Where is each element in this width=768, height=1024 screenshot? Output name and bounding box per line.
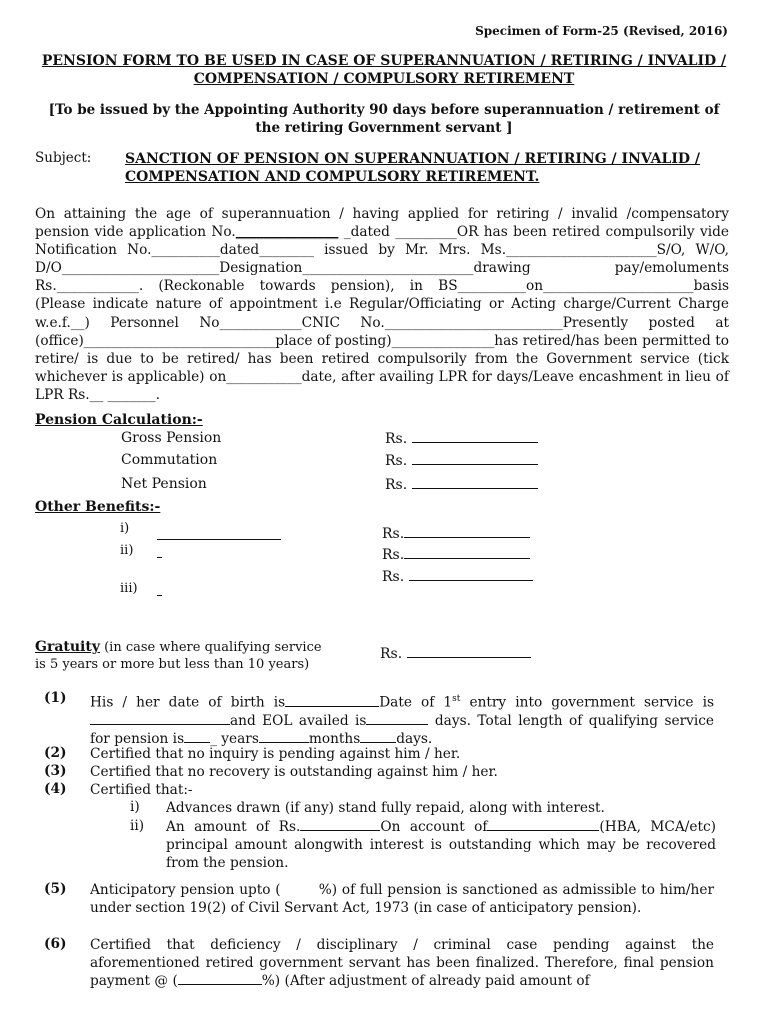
net-pension-field[interactable]: Rs. — [385, 476, 538, 493]
posting-blank[interactable]: _______________ — [391, 332, 495, 349]
item-1-num: (1) — [44, 690, 67, 706]
notification-no-blank[interactable]: __________ — [151, 242, 220, 259]
lpr-amount-blank[interactable]: __ _______ — [89, 386, 156, 403]
dob-blank[interactable] — [285, 694, 379, 707]
item-2-num: (2) — [44, 745, 67, 761]
gratuity-heading: Gratuity — [35, 639, 100, 655]
benefit-1-num: i) — [120, 521, 130, 536]
item-2-text: Certified that no inquiry is pending against him / her. — [90, 746, 461, 762]
office-blank[interactable]: ____________________________ — [83, 332, 276, 349]
gross-pension-field[interactable]: Rs. — [385, 430, 538, 447]
item-6-text: Certified that deficiency / disciplinary / criminal case pending against the aforementioned retired government servant has been finalized. Therefore, final pension payment @ ( %) (After adjustment of already paid amount of — [90, 937, 714, 990]
gross-pension-label: Gross Pension — [121, 430, 222, 446]
sub-4-i-num: i) — [130, 799, 140, 815]
specimen-label: Specimen of Form-25 (Revised, 2016) — [475, 24, 728, 38]
subject-label: Subject: — [35, 150, 92, 166]
dated-blank[interactable]: _________ — [395, 224, 457, 241]
cnic-blank[interactable]: __________________________ — [384, 314, 563, 331]
wef-blank[interactable]: __ — [70, 314, 85, 331]
basis-blank[interactable]: ______________________ — [543, 278, 694, 295]
item-5-num: (5) — [44, 881, 67, 897]
bs-blank[interactable]: __________ — [457, 278, 527, 295]
issued-note: [To be issued by the Appointing Authority 90 days before superannuation / retirement of the retiring Government servant ] — [48, 102, 720, 136]
account-of-blank[interactable] — [487, 818, 599, 831]
item-5-text: Anticipatory pension upto ( %) of full pension is sanctioned as admissible to him/her under section 19(2) of Civil Servant Act, 1973 (in case of anticipatory pension). — [90, 882, 719, 917]
commutation-field[interactable]: Rs. — [385, 452, 538, 469]
benefit-extra-amount[interactable]: Rs. — [382, 568, 533, 585]
gratuity-label: Gratuity (in case where qualifying service is 5 years or more but less than 10 years) — [35, 639, 322, 672]
name-blank[interactable]: ______________________ — [506, 242, 657, 259]
net-pension-label: Net Pension — [121, 476, 207, 492]
other-benefits-heading: Other Benefits:- — [35, 499, 161, 515]
personnel-no-blank[interactable]: ____________ — [219, 314, 302, 331]
sub-4-ii-text: An amount of Rs. On account of (HBA, MCA/etc) principal amount alongwith interest is outstanding which may be recovered from the pension. — [166, 819, 716, 872]
item-3-num: (3) — [44, 763, 67, 779]
benefit-3-num: iii) — [120, 581, 138, 596]
item-4-num: (4) — [44, 781, 67, 797]
amount-blank[interactable] — [300, 818, 380, 831]
benefit-2-field[interactable] — [157, 545, 162, 562]
final-pension-percent-blank[interactable] — [178, 972, 262, 985]
application-no-blank[interactable]: _______________ — [235, 224, 339, 241]
subject-text: SANCTION OF PENSION ON SUPERANNUATION / RETIRING / INVALID / COMPENSATION AND COMPULSORY RETIREMENT. — [125, 151, 701, 185]
entry-date-blank[interactable] — [90, 712, 230, 725]
months-blank[interactable] — [259, 730, 309, 743]
sub-4-i-text: Advances drawn (if any) stand fully repaid, along with interest. — [166, 800, 605, 816]
intro-paragraph: On attaining the age of superannuation / having applied for retiring / invalid /compensatory pension vide application No._______________ _dated _________OR has been retired compulsorily vide Notification No.__________dated________ issued by Mr. Mrs. Ms.______________________S/O, W/O, D/O_______________________Designation_________________________drawing pay/emoluments Rs.____________. (Reckonable towards pension), in BS__________on______________________basis (Please indicate nature of appointment i.e Regular/Officiating or Acting charge/Current Charge w.e.f.__) Personnel No____________CNIC No.__________________________Presently posted at (office)____________________________place of posting)_______________has retired/has been permitted to retire/ is due to be retired/ has been retired compulsorily from the Government service (tick whichever is applicable) on___________date, after availing LPR for days/Leave encashment in lieu of LPR Rs.__ _______. — [35, 206, 730, 403]
retired-on-blank[interactable]: ___________ — [226, 368, 302, 385]
benefit-3-field[interactable] — [157, 583, 162, 600]
pay-blank[interactable]: ____________ — [56, 278, 139, 295]
benefit-1-amount[interactable]: Rs. — [382, 525, 530, 542]
years-blank[interactable] — [184, 730, 210, 743]
benefit-2-num: ii) — [120, 543, 134, 558]
pension-calc-heading: Pension Calculation:- — [35, 412, 203, 428]
eol-blank[interactable] — [366, 712, 428, 725]
benefit-1-field[interactable] — [157, 527, 281, 544]
form-title: PENSION FORM TO BE USED IN CASE OF SUPERANNUATION / RETIRING / INVALID / COMPENSATION / COMPULSORY RETIREMENT — [41, 53, 727, 87]
item-1-text: His / her date of birth is Date of 1st entry into government service is and EOL availed is days. Total length of qualifying service for pension is _ years months days. — [90, 694, 714, 747]
gratuity-field[interactable]: Rs. — [380, 645, 531, 662]
item-4-text: Certified that:- — [90, 782, 193, 798]
sub-4-ii-num: ii) — [130, 818, 145, 834]
notification-date-blank[interactable]: ________ — [259, 242, 314, 259]
benefit-2-amount[interactable]: Rs. — [382, 546, 530, 563]
days-blank[interactable] — [360, 730, 396, 743]
item-6-num: (6) — [44, 936, 67, 952]
designation-blank[interactable]: _________________________ — [302, 260, 474, 277]
commutation-label: Commutation — [121, 452, 218, 468]
item-3-text: Certified that no recovery is outstanding against him / her. — [90, 764, 498, 780]
parent-blank[interactable]: _______________________ — [61, 260, 220, 277]
